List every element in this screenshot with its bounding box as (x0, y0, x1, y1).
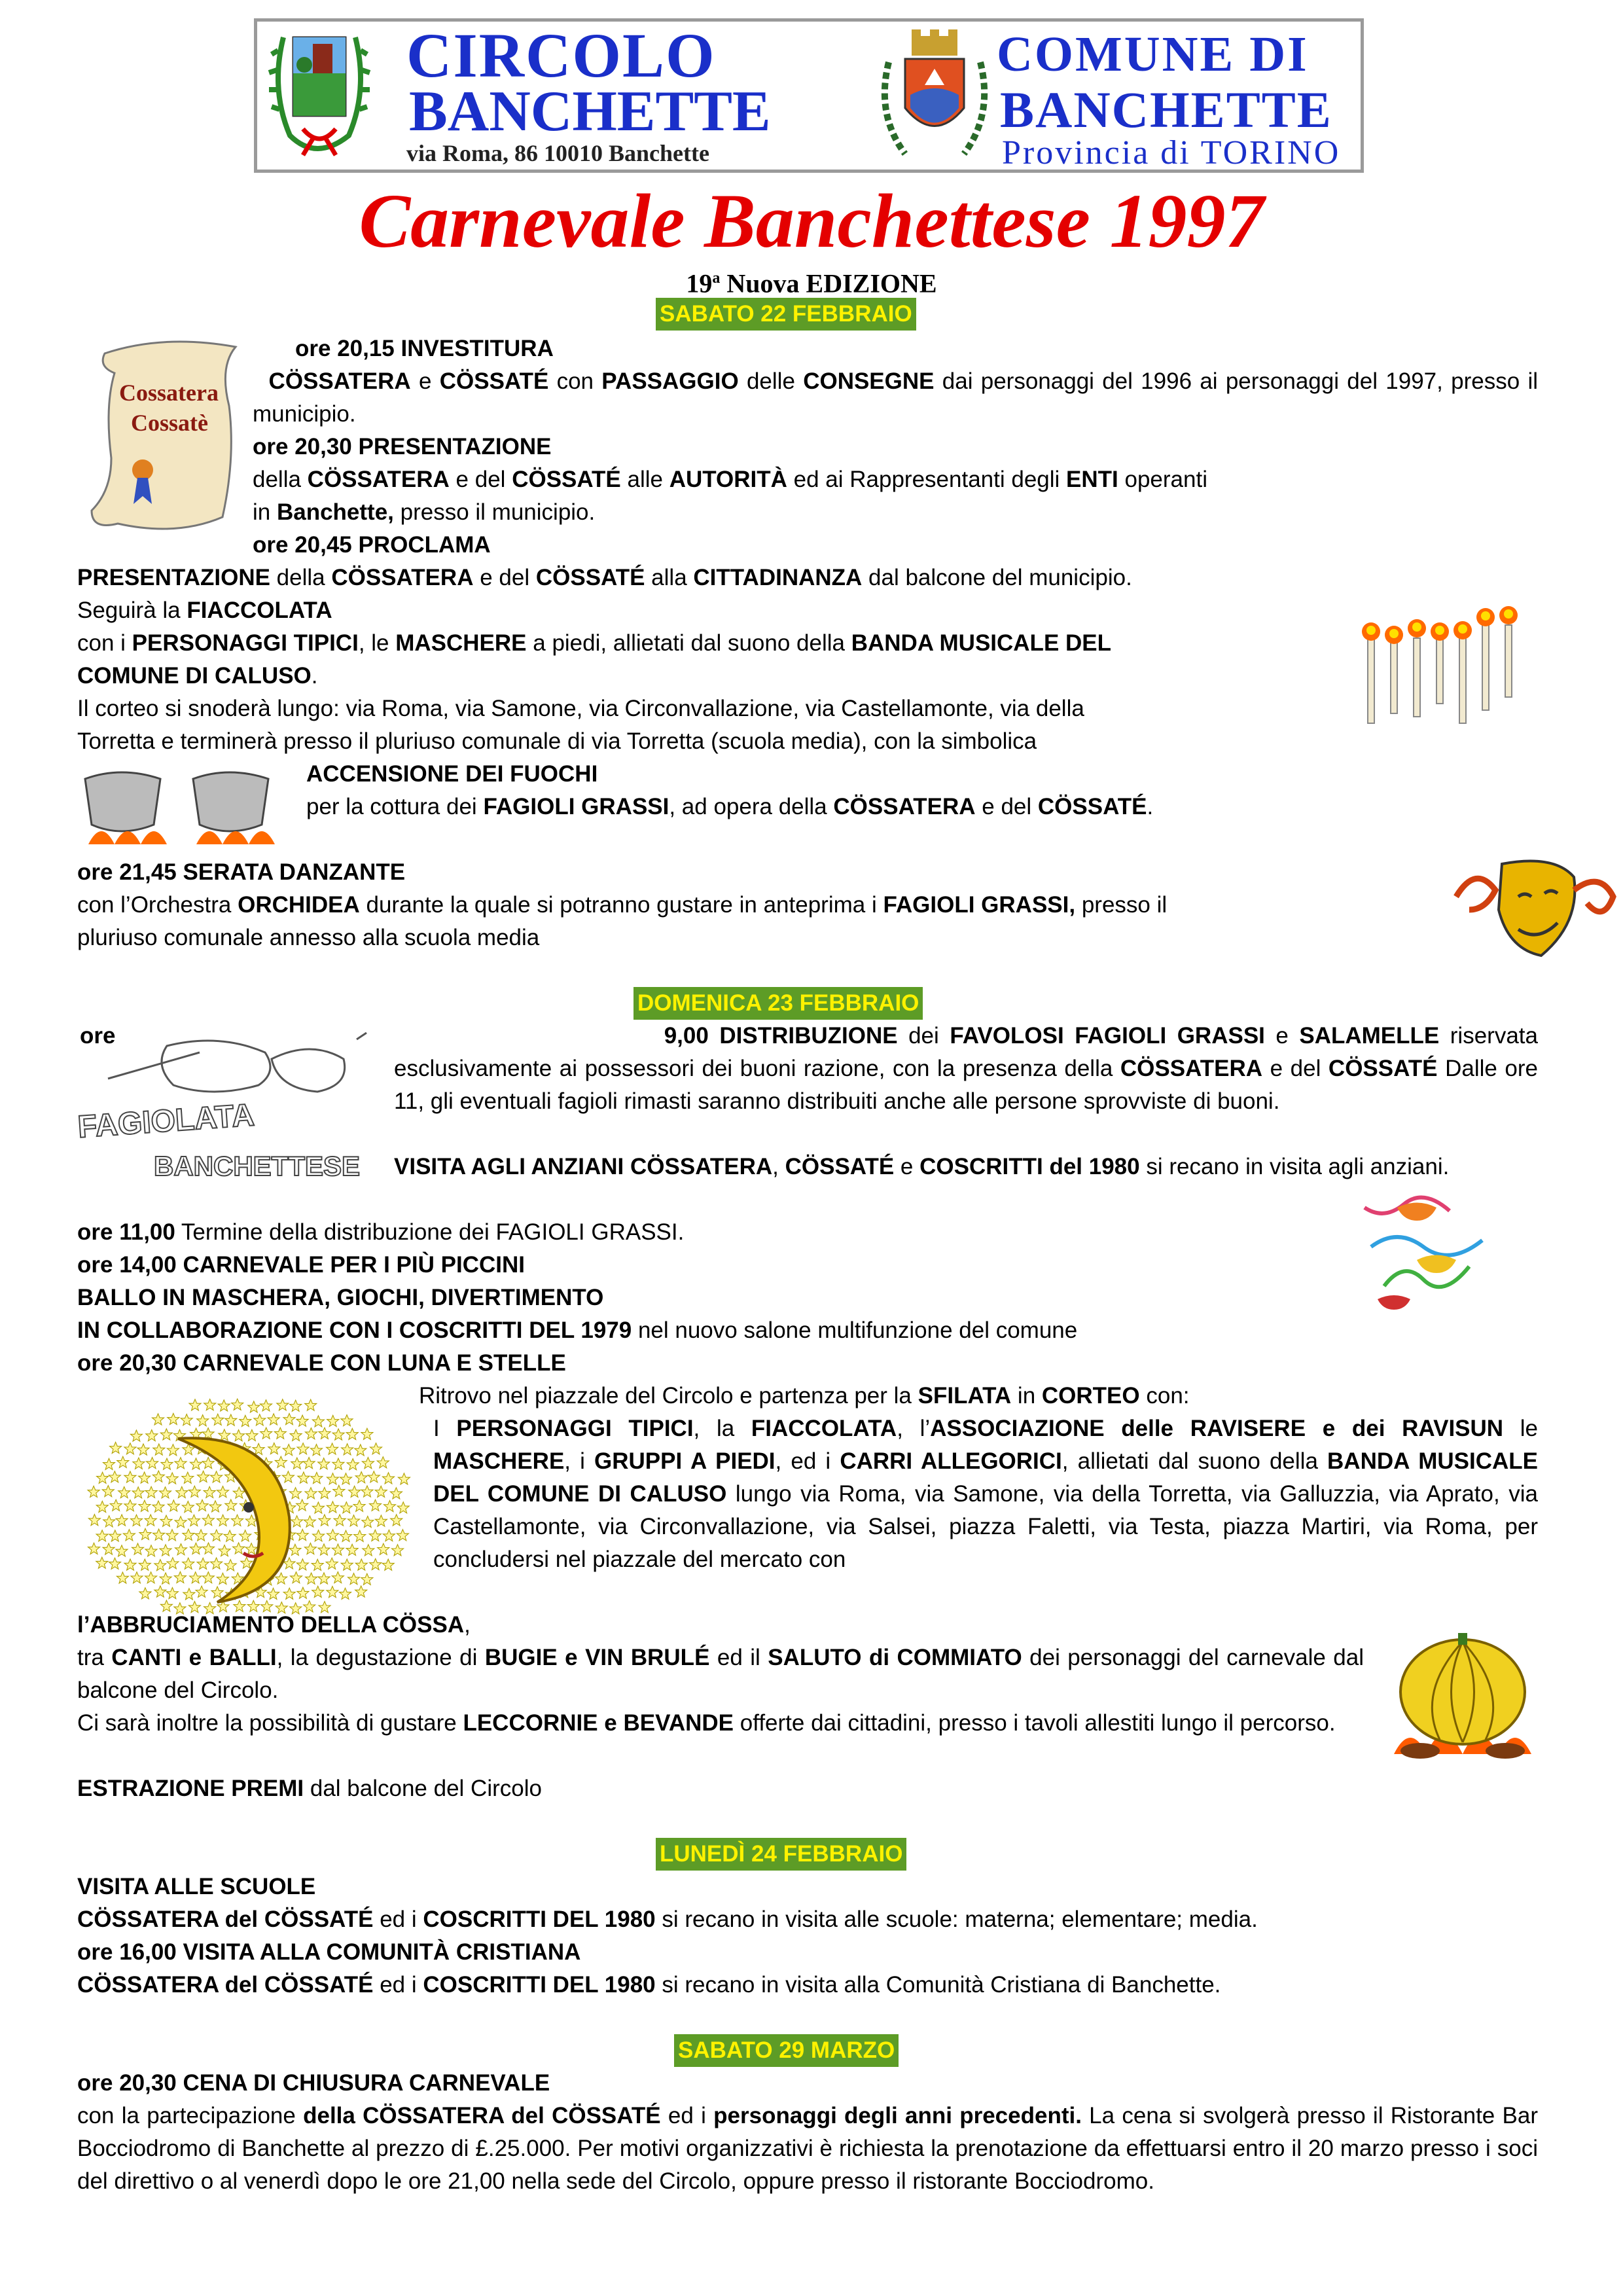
star-decoration (116, 1515, 128, 1526)
star-decoration (211, 1558, 223, 1569)
star-decoration (298, 1472, 310, 1483)
star-decoration (319, 1427, 330, 1439)
distribuzione-text: 9,00 DISTRIBUZIONE dei FAVOLOSI FAGIOLI GRASSI e SALAMELLE riservata esclusivamente ai possessori dei buoni razione, con la presenza della CÖSSATERA e del CÖSSATÉ Dalle ore 11, gli eventuali fagioli rimasti saranno distribuiti anche alle persone sprovviste di buoni. (394, 1023, 1538, 1114)
star-decoration (217, 1573, 228, 1584)
star-decoration (370, 1443, 382, 1454)
star-decoration (342, 1444, 353, 1455)
star-decoration (327, 1415, 339, 1426)
comune-province: Provincia di TORINO (1002, 134, 1341, 171)
star-decoration (375, 1515, 387, 1526)
star-decoration (319, 1488, 330, 1499)
star-decoration (103, 1516, 115, 1527)
star-decoration (96, 1501, 108, 1513)
star-decoration (203, 1543, 215, 1554)
scuole-text: CÖSSATERA del CÖSSATÉ ed i COSCRITTI DEL 1980 si recano in visita alle scuole: materna; elementare; media. (77, 1907, 1258, 1932)
torches-icon (1355, 599, 1525, 733)
star-decoration (160, 1429, 172, 1440)
star-decoration (260, 1400, 272, 1411)
star-decoration (139, 1588, 151, 1599)
star-decoration (311, 1473, 323, 1484)
star-decoration (246, 1429, 258, 1441)
star-decoration (340, 1502, 352, 1513)
star-decoration (96, 1557, 108, 1568)
star-decoration (131, 1572, 143, 1583)
star-decoration (275, 1456, 287, 1467)
star-decoration (110, 1499, 122, 1511)
star-decoration (283, 1444, 294, 1456)
star-decoration (161, 1458, 173, 1469)
star-decoration (146, 1430, 158, 1441)
circolo-town: BANCHETTE (409, 80, 771, 143)
star-decoration (341, 1559, 353, 1570)
cena-heading: ore 20,30 CENA DI CHIUSURA CARNEVALE (77, 2070, 550, 2096)
star-decoration (217, 1486, 229, 1498)
star-decoration (332, 1572, 344, 1583)
star-decoration (147, 1458, 158, 1469)
star-decoration (245, 1543, 257, 1554)
star-decoration (139, 1500, 151, 1511)
header-banner (254, 18, 1364, 173)
star-decoration (347, 1459, 359, 1470)
star-decoration (233, 1430, 245, 1441)
star-decoration (253, 1443, 264, 1454)
star-decoration (306, 1573, 317, 1584)
star-decoration (349, 1486, 361, 1497)
star-decoration (225, 1499, 237, 1511)
page-title: Carnevale Banchettese 1997 (359, 178, 1264, 264)
star-decoration (123, 1530, 135, 1541)
star-decoration (382, 1559, 394, 1570)
star-decoration (248, 1401, 260, 1412)
star-decoration (225, 1414, 237, 1426)
star-decoration (334, 1515, 346, 1526)
star-decoration (103, 1458, 115, 1469)
star-decoration (304, 1516, 315, 1527)
star-decoration (361, 1428, 373, 1439)
canti-balli-text: tra CANTI e BALLI, la degustazione di BUGIE e VIN BRULÉ ed il SALUTO di COMMIATO dei personaggi del carnevale dal balcone del Circolo. (77, 1645, 1364, 1703)
fagiolata-label-1: FAGIOLATA (77, 1098, 256, 1145)
star-decoration (131, 1515, 143, 1526)
star-decoration (109, 1530, 121, 1541)
star-decoration (363, 1545, 374, 1556)
star-decoration (211, 1530, 223, 1541)
ore11-text: ore 11,00 Termine della distribuzione dei FAGIOLI GRASSI. (77, 1219, 685, 1245)
presentazione-text: della CÖSSATERA e del CÖSSATÉ alle AUTORITÀ ed ai Rappresentanti degli ENTI operanti in Banchette, presso il municipio. (253, 467, 1207, 525)
circolo-logo-icon (264, 24, 375, 168)
star-decoration (204, 1399, 216, 1410)
burning-cossa-icon (1381, 1630, 1544, 1761)
star-decoration (175, 1516, 187, 1528)
star-decoration (154, 1586, 166, 1597)
star-decoration (290, 1400, 302, 1411)
star-decoration (353, 1500, 365, 1511)
collaborazione-text: IN COLLABORAZIONE CON I COSCRITTI DEL 1979 nel nuovo salone multifunzione del comune (77, 1318, 1078, 1343)
star-decoration (327, 1443, 338, 1454)
cooking-pots-icon (75, 753, 291, 851)
star-decoration (88, 1515, 100, 1526)
star-decoration (397, 1502, 409, 1513)
star-decoration (296, 1559, 308, 1570)
comunita-heading: ore 16,00 VISITA ALLA COMUNITÀ CRISTIANA (77, 1939, 581, 1965)
star-decoration (168, 1413, 179, 1424)
star-decoration (370, 1558, 382, 1570)
star-decoration (219, 1429, 230, 1441)
star-decoration (109, 1558, 121, 1569)
star-decoration (384, 1501, 396, 1512)
date-heading-sabato-22: SABATO 22 FEBBRAIO (656, 298, 916, 331)
star-decoration (190, 1543, 202, 1554)
star-decoration (305, 1488, 317, 1499)
star-decoration (361, 1573, 373, 1585)
star-decoration (196, 1499, 208, 1511)
star-decoration (355, 1586, 367, 1597)
star-decoration (232, 1399, 243, 1410)
presentazione-heading: ore 20,30 PRESENTAZIONE (253, 434, 552, 459)
star-decoration (268, 1443, 280, 1454)
star-decoration (181, 1414, 192, 1426)
star-decoration (124, 1443, 136, 1454)
star-decoration (211, 1471, 223, 1482)
star-decoration (174, 1571, 186, 1583)
star-decoration (283, 1588, 295, 1599)
scroll-label-2: Cossatè (131, 410, 208, 436)
serata-text: con l’Orchestra ORCHIDEA durante la quale si potranno gustare in anteprima i FAGIOLI GRASSI, presso il pluriuso comunale annesso alla scuola media (77, 892, 1168, 950)
fuochi-heading: ACCENSIONE DEI FUOCHI (306, 761, 598, 787)
star-decoration (209, 1501, 221, 1512)
comune-name: COMUNE DI (997, 27, 1309, 82)
star-decoration (152, 1471, 164, 1482)
star-decoration (154, 1560, 166, 1571)
star-decoration (305, 1428, 317, 1439)
star-decoration (167, 1444, 179, 1456)
star-decoration (383, 1530, 395, 1541)
comune-town: BANCHETTE (1000, 81, 1332, 138)
star-decoration (130, 1430, 142, 1441)
star-decoration (362, 1458, 374, 1469)
star-decoration (183, 1529, 194, 1540)
corteo-text: I PERSONAGGI TIPICI, la FIACCOLATA, l’ASSOCIAZIONE delle RAVISERE e dei RAVISUN le MASCHERE, i GRUPPI A PIEDI, ed i CARRI ALLEGORICI, allietati dal suono della BANDA MUSICALE DEL COMUNE DI CALUSO lungo via Roma, via Samone, via della Torretta, via Galluzzia, via Aprato, via Castellamonte, via Circonvallazione, via Salsei, piazza Faletti, via Testa, piazza Martiri, via Roma, per concludersi nel piazzale del mercato con (433, 1416, 1539, 1572)
star-decoration (319, 1515, 330, 1526)
star-decoration (340, 1473, 352, 1484)
star-decoration (355, 1559, 367, 1570)
star-decoration (375, 1486, 387, 1497)
star-decoration (268, 1414, 279, 1425)
star-decoration (224, 1560, 236, 1571)
star-decoration (189, 1399, 201, 1410)
star-decoration (291, 1572, 302, 1583)
star-decoration (333, 1485, 345, 1496)
confetti-masks-icon (1358, 1188, 1495, 1319)
star-decoration (283, 1414, 295, 1425)
star-decoration (391, 1515, 402, 1526)
star-decoration (297, 1443, 309, 1454)
star-decoration (145, 1486, 157, 1498)
star-decoration (117, 1456, 129, 1467)
star-decoration (277, 1399, 289, 1410)
star-decoration (378, 1543, 389, 1554)
piccini-heading: ore 14,00 CARNEVALE PER I PIÙ PICCINI (77, 1252, 525, 1278)
star-decoration (133, 1458, 145, 1469)
star-decoration (202, 1515, 214, 1526)
star-decoration (103, 1543, 115, 1554)
fagiolata-label-2: BANCHETTESE (154, 1151, 361, 1181)
star-decoration (132, 1487, 144, 1498)
star-decoration (217, 1515, 229, 1526)
ore-label: ore (80, 1023, 116, 1049)
star-decoration (332, 1429, 344, 1440)
date-heading-domenica-23: DOMENICA 23 FEBBRAIO (633, 987, 923, 1020)
star-decoration (188, 1486, 200, 1497)
star-decoration (97, 1472, 109, 1483)
star-decoration (268, 1588, 279, 1599)
star-decoration (198, 1471, 209, 1482)
comune-crest-icon (872, 23, 997, 170)
star-decoration (305, 1399, 317, 1410)
date-heading-sabato-29: SABATO 29 MARZO (674, 2034, 899, 2067)
star-decoration (340, 1530, 352, 1541)
star-decoration (176, 1486, 188, 1498)
star-decoration (166, 1473, 178, 1484)
investitura-heading: ore 20,15 INVESTITURA (295, 336, 554, 361)
star-decoration (182, 1501, 194, 1513)
star-decoration (348, 1515, 360, 1526)
star-decoration (175, 1458, 187, 1469)
abbruciamento-heading: l’ABBRUCIAMENTO DELLA CÖSSA, (77, 1612, 471, 1638)
star-decoration (118, 1487, 130, 1498)
star-decoration (289, 1544, 301, 1555)
star-decoration (303, 1458, 315, 1469)
star-decoration (398, 1473, 410, 1484)
star-decoration (291, 1516, 303, 1527)
star-decoration (274, 1427, 286, 1439)
star-decoration (327, 1530, 339, 1541)
star-decoration (175, 1544, 187, 1555)
star-decoration (340, 1588, 351, 1599)
star-decoration (318, 1458, 330, 1469)
star-decoration (124, 1500, 136, 1511)
star-decoration (168, 1500, 179, 1511)
star-decoration (167, 1558, 179, 1569)
star-decoration (397, 1530, 408, 1541)
star-decoration (137, 1444, 149, 1455)
star-decoration (291, 1458, 303, 1469)
luna-heading: ore 20,30 CARNEVALE CON LUNA E STELLE (77, 1350, 566, 1376)
star-decoration (240, 1415, 251, 1426)
star-decoration (196, 1586, 207, 1597)
star-decoration (276, 1573, 287, 1584)
star-decoration (166, 1530, 178, 1541)
star-decoration (297, 1587, 309, 1598)
moon-stars-icon (80, 1393, 414, 1628)
star-decoration (139, 1559, 151, 1570)
star-decoration (202, 1572, 214, 1583)
ritrovo-text: Ritrovo nel piazzale del Circolo e partenza per la SFILATA in CORTEO con: (419, 1383, 1190, 1408)
star-decoration (327, 1587, 338, 1598)
star-decoration (153, 1529, 165, 1540)
star-decoration (326, 1558, 338, 1569)
star-decoration (218, 1400, 230, 1411)
star-decoration (383, 1473, 395, 1484)
leccornie-text: Ci sarà inoltre la possibilità di gustare LECCORNIE e BEVANDE offerte dai cittadini, presso i tavoli allestiti lungo il percorso. (77, 1710, 1336, 1736)
star-decoration (182, 1472, 194, 1483)
star-decoration (160, 1487, 171, 1498)
star-decoration (370, 1499, 382, 1511)
star-decoration (361, 1486, 373, 1497)
estrazione-text: ESTRAZIONE PREMI dal balcone del Circolo (77, 1776, 542, 1801)
star-decoration (102, 1486, 114, 1497)
star-decoration (190, 1572, 202, 1583)
star-decoration (145, 1545, 157, 1556)
star-decoration (311, 1444, 323, 1456)
star-decoration (377, 1457, 389, 1468)
star-decoration (219, 1545, 230, 1556)
proclama-heading: ore 20,45 PROCLAMA (253, 532, 491, 558)
visita-anziani-text: VISITA AGLI ANZIANI CÖSSATERA, CÖSSATÉ e COSCRITTI del 1980 si recano in visita agli anziani. (394, 1154, 1450, 1179)
star-decoration (318, 1544, 330, 1555)
star-decoration (312, 1559, 323, 1570)
star-decoration (166, 1588, 178, 1599)
star-decoration (304, 1543, 316, 1554)
star-decoration (139, 1472, 151, 1483)
star-decoration (369, 1530, 381, 1541)
proclama-text: PRESENTAZIONE della CÖSSATERA e del CÖSSATÉ alla CITTADINANZA dal balcone del municipio. Seguirà la FIACCOLATA con i PERSONAGGI TIPICI, le MASCHERE a piedi, allietati dal suono della BANDA MUSICALE DEL COMUNE DI CALUSO. Il corteo si snoderà lungo: via Roma, via Samone, via Circonvallazione, via Castellamonte, via della Torretta e terminerà presso il pluriuso comunale di via Torretta (scuola media), con la simbolica (77, 565, 1132, 754)
star-decoration (152, 1414, 164, 1425)
star-decoration (312, 1416, 324, 1427)
star-decoration (282, 1471, 294, 1482)
star-decoration (197, 1558, 209, 1569)
star-decoration (124, 1559, 136, 1570)
date-heading-lunedi-24: LUNEDÌ 24 FEBBRAIO (656, 1838, 906, 1871)
star-decoration (202, 1458, 214, 1469)
star-decoration (96, 1530, 108, 1541)
star-decoration (348, 1573, 360, 1585)
star-decoration (139, 1528, 151, 1539)
star-decoration (124, 1471, 136, 1482)
star-decoration (190, 1458, 202, 1469)
investitura-text: CÖSSATERA e CÖSSATÉ con PASSAGGIO delle CONSEGNE dai personaggi del 1996 ai personaggi del 1997, presso il municipio. (253, 368, 1538, 427)
star-decoration (197, 1415, 209, 1426)
star-decoration (183, 1588, 195, 1600)
star-decoration (88, 1543, 100, 1554)
fuochi-text: per la cottura dei FAGIOLI GRASSI, ad opera della CÖSSATERA e del CÖSSATÉ. (306, 794, 1154, 819)
star-decoration (355, 1472, 367, 1483)
scuole-heading: VISITA ALLE SCUOLE (77, 1874, 316, 1899)
star-decoration (313, 1530, 325, 1541)
star-decoration (240, 1530, 251, 1541)
star-decoration (390, 1488, 402, 1499)
scroll-label-1: Cossatera (119, 380, 219, 406)
star-decoration (341, 1415, 353, 1426)
star-decoration (232, 1515, 243, 1526)
star-decoration (110, 1442, 122, 1453)
star-decoration (224, 1530, 236, 1541)
star-decoration (312, 1502, 324, 1513)
star-decoration (116, 1572, 128, 1583)
star-decoration (392, 1545, 404, 1556)
star-decoration (346, 1428, 358, 1439)
star-decoration (160, 1515, 172, 1526)
star-decoration (327, 1501, 338, 1513)
star-decoration (88, 1486, 99, 1497)
star-decoration (183, 1558, 194, 1569)
star-decoration (362, 1516, 374, 1528)
scroll-parchment-icon (79, 327, 255, 543)
star-decoration (312, 1586, 324, 1597)
star-decoration (145, 1572, 157, 1583)
star-decoration (318, 1573, 330, 1584)
star-decoration (327, 1473, 339, 1484)
star-decoration (212, 1414, 224, 1425)
star-decoration (332, 1544, 344, 1555)
star-decoration (290, 1488, 302, 1499)
star-decoration (290, 1429, 302, 1441)
star-decoration (296, 1499, 308, 1511)
star-decoration (296, 1530, 308, 1541)
theater-mask-icon (1450, 851, 1620, 962)
star-decoration (188, 1515, 200, 1526)
star-decoration (204, 1486, 215, 1498)
star-decoration (260, 1427, 272, 1439)
star-decoration (152, 1501, 164, 1512)
star-decoration (132, 1543, 144, 1554)
comunita-text: CÖSSATERA del CÖSSATÉ ed i COSCRITTI DEL 1980 si recano in visita alla Comunità Cristiana di Banchette. (77, 1972, 1221, 1998)
ballo-heading: BALLO IN MASCHERA, GIOCHI, DIVERTIMENTO (77, 1285, 604, 1310)
edition-line: 19$^a$ Nuova EDIZIONE (686, 268, 937, 298)
star-decoration (211, 1587, 223, 1598)
star-decoration (296, 1415, 308, 1426)
cena-text: con la partecipazione della CÖSSATERA del CÖSSATÉ ed i personaggi degli anni precedenti. La cena si svolgerà presso il Ristorante Bar Bocciodromo di Banchette al prezzo di £.25.000. Per motivi organizzativi è richiesta la prenotazione da effettuarsi entro il 20 marzo presso i soci del direttivo o al venerdì dopo le ore 21,00 nella sede del Circolo, oppure presso il ristorante Bocciodromo. (77, 2103, 1538, 2194)
star-decoration (195, 1530, 207, 1541)
star-decoration (354, 1530, 366, 1541)
circolo-address: via Roma, 86 10010 Banchette (406, 140, 709, 166)
circolo-name: CIRCOLO (406, 20, 716, 90)
serata-heading: ore 21,45 SERATA DANZANTE (77, 859, 406, 885)
star-decoration (254, 1414, 266, 1426)
star-decoration (355, 1444, 366, 1456)
star-decoration (160, 1573, 171, 1584)
star-decoration (116, 1545, 128, 1556)
star-decoration (153, 1444, 165, 1455)
star-decoration (109, 1471, 120, 1482)
star-decoration (160, 1545, 171, 1556)
star-decoration (233, 1543, 245, 1554)
star-decoration (368, 1471, 380, 1482)
star-decoration (346, 1544, 358, 1555)
star-decoration (241, 1557, 253, 1568)
star-decoration (332, 1458, 344, 1469)
star-decoration (145, 1515, 156, 1526)
